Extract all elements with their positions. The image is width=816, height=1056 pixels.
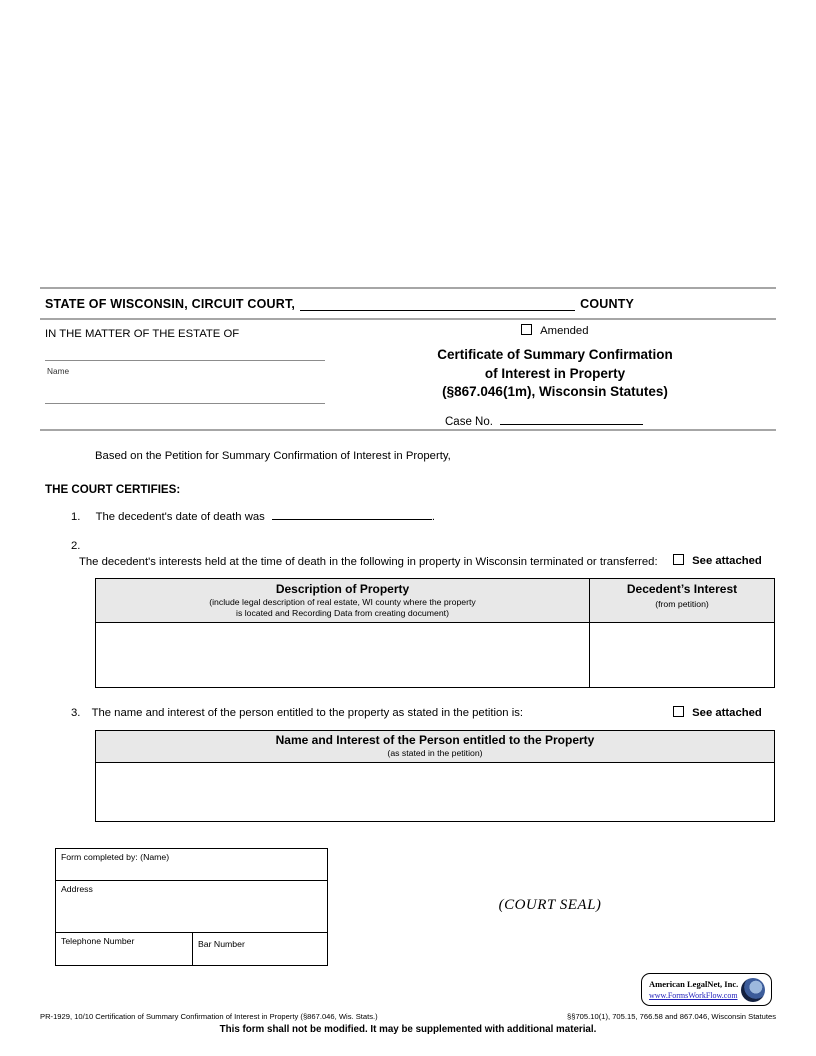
see-attached-checkbox-3[interactable] <box>673 706 684 717</box>
amended-checkbox[interactable] <box>521 324 532 335</box>
interest-col-title: Decedent’s Interest <box>626 582 738 596</box>
entitled-person-cell[interactable] <box>96 763 774 821</box>
item-1-text: The decedent's date of death was <box>95 511 265 523</box>
amended-row <box>521 324 589 337</box>
date-of-death-input[interactable] <box>272 507 432 520</box>
case-no-input[interactable] <box>500 412 643 425</box>
completed-by-name-cell[interactable] <box>56 849 327 880</box>
see-attached-checkbox-2[interactable] <box>673 554 684 565</box>
item-3 <box>71 707 523 719</box>
property-table-header <box>96 579 774 623</box>
property-col-sub2: is located and Recording Data from creating document) <box>236 607 449 618</box>
form-title-line2: of Interest in Property <box>484 365 626 381</box>
form-title <box>370 346 740 402</box>
form-title-line1: Certificate of Summary Confirmation <box>437 347 673 362</box>
see-attached-label-3: See attached <box>692 707 762 719</box>
item-1 <box>71 507 435 523</box>
entitled-person-subtitle: (as stated in the petition) <box>387 748 483 758</box>
american-legalnet-text <box>649 979 738 1001</box>
divider-top <box>40 287 776 289</box>
entitled-person-title: Name and Interest of the Person entitled to the Property <box>275 733 595 747</box>
completed-by-address-label: Address <box>61 884 93 894</box>
item-2-see-attached-row <box>673 554 762 567</box>
divider-under-caption <box>40 429 776 431</box>
property-table-col1-header <box>96 579 590 622</box>
property-table-row <box>96 623 774 687</box>
court-certifies-heading: THE COURT CERTIFIES: <box>45 483 181 496</box>
property-table <box>95 578 775 688</box>
estate-name-input-1[interactable] <box>45 346 325 361</box>
county-input[interactable] <box>300 297 575 311</box>
item-3-see-attached-row <box>673 706 762 719</box>
property-col-title: Description of Property <box>275 582 410 596</box>
item-2 <box>71 539 716 570</box>
item-2-number: 2. <box>71 540 81 552</box>
item-1-number: 1. <box>71 511 81 523</box>
court-caption-suffix: COUNTY <box>580 297 635 311</box>
telephone-label: Telephone Number <box>61 936 135 946</box>
estate-name-input-2[interactable] <box>45 389 325 404</box>
formsworkflow-link[interactable]: www.FormsWorkFlow.com <box>649 990 738 1000</box>
bar-number-label: Bar Number <box>198 939 245 949</box>
estate-matter-label: IN THE MATTER OF THE ESTATE OF <box>45 328 240 340</box>
entitled-person-table <box>95 730 775 822</box>
item-3-number: 3. <box>71 707 81 719</box>
american-legalnet-badge <box>641 973 772 1006</box>
item-3-text: The name and interest of the person entitled to the property as stated in the petition is: <box>91 707 523 719</box>
completed-by-box <box>55 848 328 966</box>
case-no-row <box>445 412 643 428</box>
footer-form-id: PR-1929, 10/10 Certification of Summary Confirmation of Interest in Property (§867.046, Wis. Stats.) <box>40 1012 378 1021</box>
amended-label: Amended <box>540 325 589 337</box>
court-seal-text: (COURT SEAL) <box>498 897 602 913</box>
form-title-line3: (§867.046(1m), Wisconsin Statutes) <box>442 384 668 399</box>
see-attached-label-2: See attached <box>692 555 762 567</box>
telephone-cell[interactable] <box>56 933 193 965</box>
name-field-label: Name <box>47 366 70 376</box>
american-legalnet-name: American LegalNet, Inc. <box>649 978 739 989</box>
decedent-interest-cell[interactable] <box>590 623 774 687</box>
completed-by-bottom-row <box>56 932 327 965</box>
completed-by-name-label: Form completed by: (Name) <box>61 852 170 862</box>
interest-col-sub: (from petition) <box>655 599 709 609</box>
property-col-sub1: (include legal description of real estate, WI county where the property <box>209 597 476 607</box>
case-no-label: Case No. <box>445 416 493 428</box>
court-caption-prefix: STATE OF WISCONSIN, CIRCUIT COURT, <box>45 297 296 311</box>
property-description-cell[interactable] <box>96 623 590 687</box>
court-caption-row <box>45 297 731 311</box>
completed-by-address-cell[interactable] <box>56 880 327 932</box>
item-1-period: . <box>431 511 436 523</box>
globe-icon <box>741 978 765 1002</box>
footer-statutes: §§705.10(1), 705.15, 766.58 and 867.046, Wisconsin Statutes <box>567 1012 776 1021</box>
intro-text: Based on the Petition for Summary Confirmation of Interest in Property, <box>95 450 451 462</box>
bar-number-cell[interactable] <box>193 933 327 965</box>
divider-under-court <box>40 318 776 320</box>
footer-notice: This form shall not be modified. It may be supplemented with additional material. <box>219 1024 597 1035</box>
item-2-text: The decedent's interests held at the time of death in the following in property in Wisconsin terminated or transferred: <box>79 555 658 568</box>
property-table-col2-header <box>590 579 774 622</box>
entitled-person-table-header <box>96 731 774 763</box>
